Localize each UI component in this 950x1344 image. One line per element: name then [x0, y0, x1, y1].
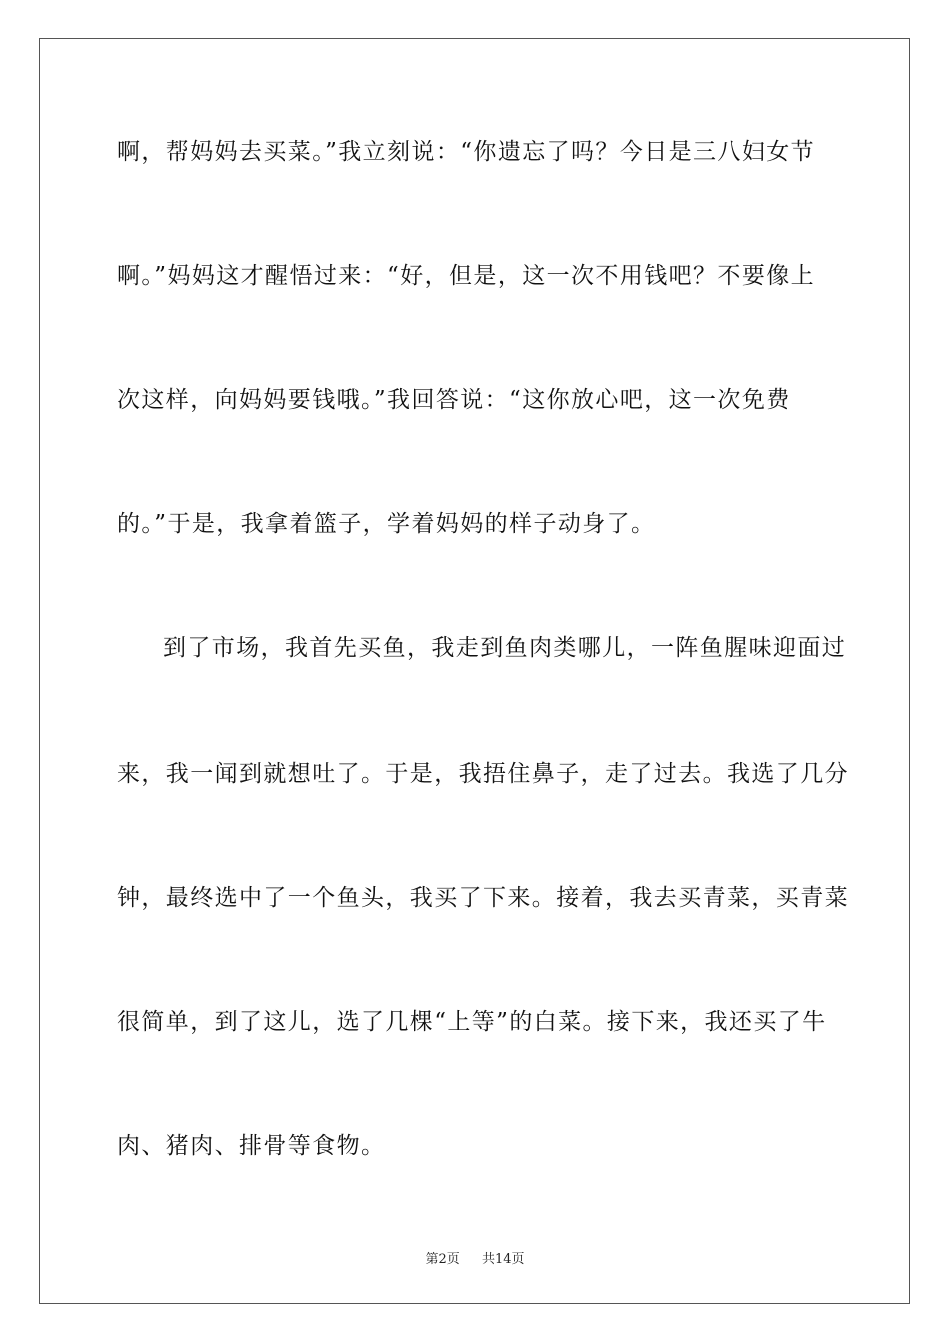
paragraph-line-2: 啊。”妈妈这才醒悟过来：“好，但是，这一次不用钱吧？不要像上	[117, 263, 816, 289]
paragraph-line-9: 肉、猪肉、排骨等食物。	[117, 1133, 386, 1159]
paragraph-line-6: 来，我一闻到就想吐了。于是，我捂住鼻子，走了过去。我选了几分	[117, 761, 849, 787]
page-border	[39, 38, 910, 1304]
paragraph-line-8: 很简单，到了这儿，选了几棵“上等”的白菜。接下来，我还买了牛	[117, 1009, 827, 1035]
paragraph-line-7: 钟，最终选中了一个鱼头，我买了下来。接着，我去买青菜，买青菜	[117, 885, 849, 911]
paragraph-line-4: 的。”于是，我拿着篮子，学着妈妈的样子动身了。	[117, 511, 656, 537]
page-footer	[0, 1248, 950, 1267]
total-pages: 共14页	[482, 1252, 525, 1267]
paragraph-line-1: 啊，帮妈妈去买菜。”我立刻说：“你遗忘了吗？今日是三八妇女节	[117, 139, 816, 165]
paragraph-line-5: 到了市场，我首先买鱼，我走到鱼肉类哪儿，一阵鱼腥味迎面过	[163, 635, 847, 661]
page-number: 第2页	[425, 1252, 460, 1267]
paragraph-line-3: 次这样，向妈妈要钱哦。”我回答说：“这你放心吧，这一次免费	[117, 387, 791, 413]
